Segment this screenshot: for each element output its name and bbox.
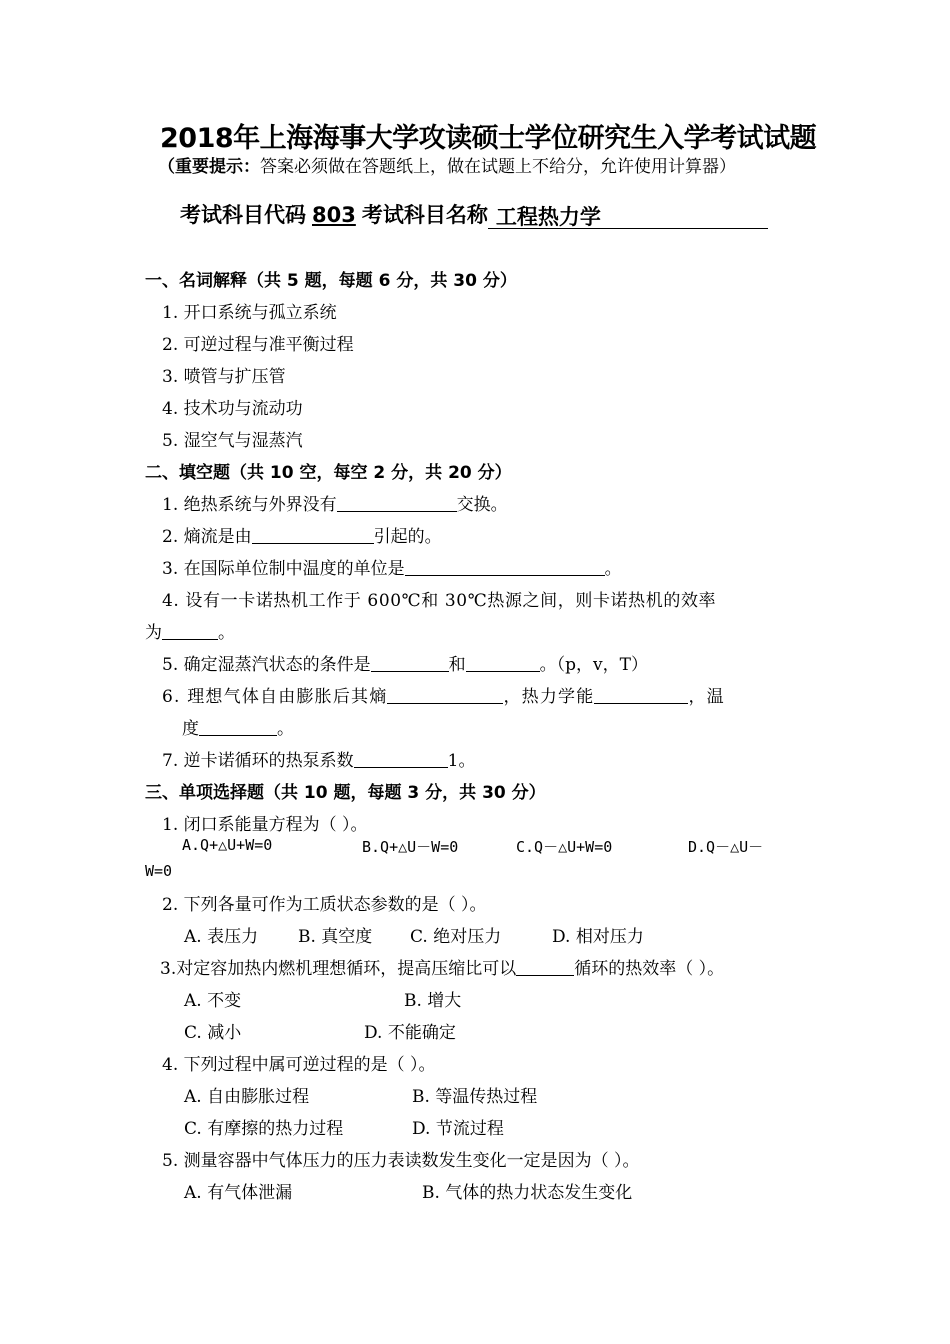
s1-item-3: 3. 喷管与扩压管 — [162, 367, 286, 387]
s2-question-2 — [162, 522, 442, 547]
s3-q3-tail: 循环的热效率（ ）。 — [574, 959, 725, 979]
s2-q6-blank-3 — [199, 718, 277, 736]
notice-text: 答案必须做在答题纸上，做在试题上不给分，允许使用计算器） — [260, 157, 736, 177]
subject-name-field — [488, 205, 768, 229]
s2-q2-text: 2. 熵流是由 — [162, 527, 252, 547]
s3-q2-option-a: A. 表压力 — [184, 927, 259, 947]
page-title: 2018年上海海事大学攻读硕士学位研究生入学考试试题 — [160, 123, 817, 154]
s3-q5-option-a: A. 有气体泄漏 — [184, 1183, 293, 1203]
s2-q7-blank — [354, 750, 448, 768]
s3-q2-option-d: D. 相对压力 — [552, 927, 644, 947]
s2-q4-tail: 。 — [218, 623, 235, 643]
s2-q5-blank-1 — [371, 654, 449, 672]
s2-q3-tail: 。 — [604, 559, 622, 579]
notice-label: （重要提示： — [158, 157, 260, 177]
s3-q1-option-c: C.Q－△U+W=0 — [516, 838, 613, 856]
s1-item-2: 2. 可逆过程与准平衡过程 — [162, 335, 354, 355]
s3-q2-option-b: B. 真空度 — [298, 927, 373, 947]
s1-item-1: 1. 开口系统与孤立系统 — [162, 303, 337, 323]
s2-q1-text: 1. 绝热系统与外界没有 — [162, 495, 337, 515]
s3-q5-option-b: B. 气体的热力状态发生变化 — [422, 1183, 633, 1203]
s2-q2-blank — [252, 526, 374, 544]
s2-question-5 — [162, 650, 648, 675]
subject-code-label: 考试科目代码 — [180, 203, 306, 227]
s2-q5-and: 和 — [448, 655, 466, 675]
s1-item-5: 5. 湿空气与湿蒸汽 — [162, 431, 303, 451]
s3-q4-option-b: B. 等温传热过程 — [412, 1087, 538, 1107]
s3-q3-option-a: A. 不变 — [184, 991, 242, 1011]
s3-q2-option-c: C. 绝对压力 — [410, 927, 502, 947]
s2-q5-blank-2 — [466, 654, 540, 672]
s2-q6-mid: ，热力学能 — [503, 687, 595, 707]
s2-q5-tail: 。（p，v，T） — [539, 655, 648, 675]
subject-name-label: 考试科目名称 — [361, 203, 488, 227]
s2-q6-end: 。 — [277, 719, 294, 739]
s2-question-4: 4. 设有一卡诺热机工作于 600℃和 30℃热源之间，则卡诺热机的效率 — [162, 591, 717, 611]
s1-item-4: 4. 技术功与流动功 — [162, 399, 303, 419]
s3-question-4: 4. 下列过程中属可逆过程的是（ ）。 — [162, 1055, 436, 1075]
s3-q3-option-b: B. 增大 — [404, 991, 462, 1011]
s2-q6-blank-2 — [594, 686, 688, 704]
s2-q1-blank — [337, 494, 457, 512]
s3-q4-option-d: D. 节流过程 — [412, 1119, 504, 1139]
s3-question-5: 5. 测量容器中气体压力的压力表读数发生变化一定是因为（ ）。 — [162, 1151, 640, 1171]
s2-q3-blank — [405, 558, 605, 576]
subject-name-value: 工程热力学 — [495, 205, 601, 229]
s2-q6-tail: ，温 — [688, 687, 725, 707]
s3-q1-option-d-cont: W=0 — [145, 862, 173, 880]
section-1-heading: 一、名词解释（共 5 题，每题 6 分，共 30 分） — [145, 271, 517, 291]
subject-code-value: 803 — [312, 203, 356, 227]
s2-question-7 — [162, 746, 475, 771]
s2-q6-blank-1 — [387, 686, 503, 704]
s2-q1-tail: 交换。 — [456, 495, 508, 515]
section-3-heading: 三、单项选择题（共 10 题，每题 3 分，共 30 分） — [145, 783, 546, 803]
s2-q6-text: 6. 理想气体自由膨胀后其熵 — [162, 687, 388, 707]
s2-question-1 — [162, 490, 508, 515]
s2-q7-tail: 1。 — [447, 751, 476, 771]
s2-q7-text: 7. 逆卡诺循环的热泵系数 — [162, 751, 354, 771]
s3-q3-text: 3.对定容加热内燃机理想循环，提高压缩比可以 — [160, 959, 517, 979]
s2-question-4-cont — [145, 618, 235, 643]
s2-q4-prefix: 为 — [145, 623, 162, 643]
s3-q1-option-d: D.Q－△U－ — [688, 838, 764, 856]
s2-question-6 — [162, 682, 725, 707]
s3-q3-option-d: D. 不能确定 — [364, 1023, 456, 1043]
s3-q1-option-a: A.Q+△U+W=0 — [182, 836, 273, 854]
important-notice — [158, 152, 736, 177]
s2-question-3 — [162, 554, 622, 579]
s3-q3-blank — [516, 958, 574, 976]
s2-q2-tail: 引起的。 — [373, 527, 442, 547]
s3-q1-option-b: B.Q+△U－W=0 — [362, 838, 459, 856]
s3-q4-option-c: C. 有摩擦的热力过程 — [184, 1119, 344, 1139]
s2-q5-text: 5. 确定湿蒸汽状态的条件是 — [162, 655, 371, 675]
s2-q6-prefix: 度 — [182, 719, 199, 739]
s3-question-2: 2. 下列各量可作为工质状态参数的是（ ）。 — [162, 895, 487, 915]
subject-line — [180, 199, 768, 229]
s3-q3-option-c: C. 减小 — [184, 1023, 242, 1043]
section-2-heading: 二、填空题（共 10 空，每空 2 分，共 20 分） — [145, 463, 512, 483]
s3-question-1: 1. 闭口系能量方程为（ ）。 — [162, 815, 368, 835]
s2-question-6-cont — [182, 714, 294, 739]
s3-question-3 — [160, 954, 724, 979]
s2-q4-blank — [162, 622, 218, 640]
s2-q3-text: 3. 在国际单位制中温度的单位是 — [162, 559, 405, 579]
s3-q4-option-a: A. 自由膨胀过程 — [184, 1087, 310, 1107]
